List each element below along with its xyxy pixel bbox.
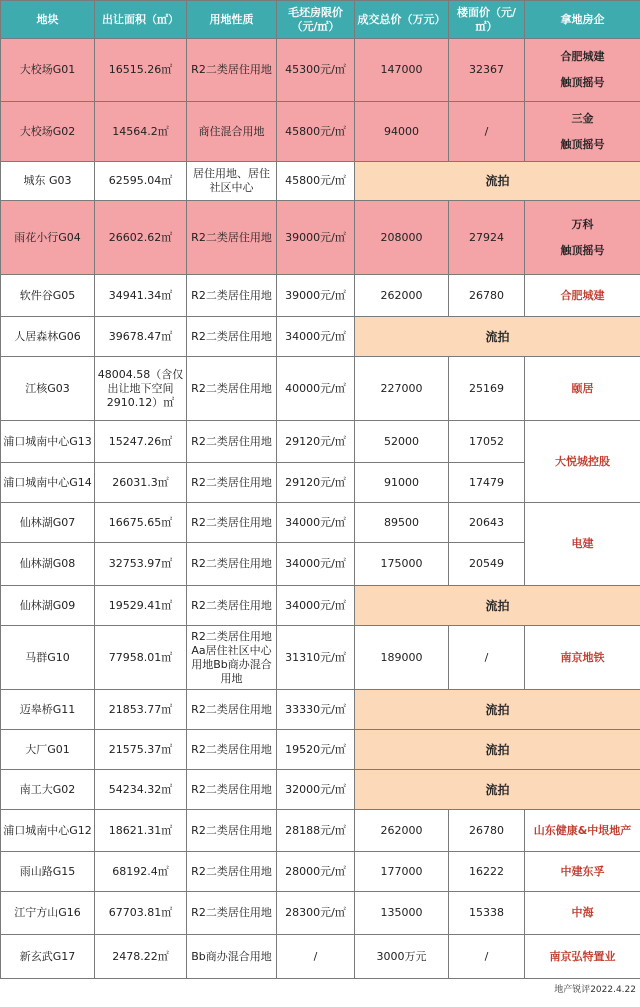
cell-floor: 20549 — [449, 543, 525, 586]
cell-plot: 软件谷G05 — [1, 275, 95, 317]
cell-area: 2478.22㎡ — [95, 935, 187, 979]
cell-area: 14564.2㎡ — [95, 102, 187, 162]
cell-plot: 大厂G01 — [1, 730, 95, 770]
cell-use: R2二类居住用地 — [187, 201, 277, 275]
cell-limit: 28188元/㎡ — [277, 810, 355, 852]
cell-floor: 17479 — [449, 463, 525, 503]
cell-failed-auction: 流拍 — [355, 162, 640, 201]
developer-name: 万科 — [571, 217, 594, 231]
cell-plot: 仙林湖G08 — [1, 543, 95, 586]
cell-limit: 19520元/㎡ — [277, 730, 355, 770]
cell-area: 39678.47㎡ — [95, 317, 187, 357]
cell-total: 208000 — [355, 201, 449, 275]
cell-area: 48004.58（含仅出让地下空间2910.12）㎡ — [95, 357, 187, 421]
cell-floor: 25169 — [449, 357, 525, 421]
table-row — [1, 935, 640, 979]
cell-total: 189000 — [355, 626, 449, 690]
cell-use: R2二类居住用地 — [187, 421, 277, 463]
cell-area: 21575.37㎡ — [95, 730, 187, 770]
cell-floor: 17052 — [449, 421, 525, 463]
cell-developer: 南京弘特置业 — [525, 935, 640, 979]
cell-use: R2二类居住用地 — [187, 586, 277, 626]
cell-floor: 20643 — [449, 503, 525, 543]
header-use: 用地性质 — [187, 1, 277, 39]
cell-developer: 大悦城控股 — [525, 421, 640, 503]
developer-name: 三金 — [571, 111, 594, 125]
cell-plot: 大校场G01 — [1, 39, 95, 102]
cell-area: 26031.3㎡ — [95, 463, 187, 503]
cell-plot: 浦口城南中心G13 — [1, 421, 95, 463]
cell-floor: 32367 — [449, 39, 525, 102]
cell-developer: 电建 — [525, 503, 640, 586]
cell-use: R2二类居住用地 — [187, 503, 277, 543]
cell-use: R2二类居住用地 — [187, 852, 277, 892]
cell-limit: 40000元/㎡ — [277, 357, 355, 421]
cell-use: R2二类居住用地 — [187, 39, 277, 102]
cell-limit: 34000元/㎡ — [277, 503, 355, 543]
cell-total: 89500 — [355, 503, 449, 543]
cell-area: 32753.97㎡ — [95, 543, 187, 586]
cell-plot: 浦口城南中心G12 — [1, 810, 95, 852]
table-row — [1, 810, 640, 852]
cell-developer: 颐居 — [525, 357, 640, 421]
cell-floor: / — [449, 102, 525, 162]
table-row — [1, 201, 640, 275]
table-row — [1, 690, 640, 730]
cell-area: 19529.41㎡ — [95, 586, 187, 626]
cell-plot: 仙林湖G07 — [1, 503, 95, 543]
cell-developer: 南京地铁 — [525, 626, 640, 690]
cell-total: 94000 — [355, 102, 449, 162]
cell-plot: 大校场G02 — [1, 102, 95, 162]
cell-plot: 江宁方山G16 — [1, 892, 95, 935]
table-row — [1, 626, 640, 690]
cell-developer: 合肥城建 — [525, 275, 640, 317]
footer-source: 地产锐评2022.4.22 — [554, 985, 636, 995]
cell-limit: 31310元/㎡ — [277, 626, 355, 690]
cell-developer: 中海 — [525, 892, 640, 935]
cell-area: 34941.34㎡ — [95, 275, 187, 317]
cell-use: R2二类居住用地 — [187, 543, 277, 586]
cell-failed-auction: 流拍 — [355, 730, 640, 770]
cell-use: R2二类居住用地 — [187, 690, 277, 730]
cell-limit: 45300元/㎡ — [277, 39, 355, 102]
cell-use: R2二类居住用地 — [187, 892, 277, 935]
cell-use: R2二类居住用地 — [187, 770, 277, 810]
cell-use: R2二类居住用地 — [187, 317, 277, 357]
cell-plot: 雨花小行G04 — [1, 201, 95, 275]
developer-note: 触顶摇号 — [560, 76, 605, 89]
cell-plot: 雨山路G15 — [1, 852, 95, 892]
cell-use: R2二类居住用地 — [187, 730, 277, 770]
cell-use: R2二类居住用地 — [187, 463, 277, 503]
cell-total: 3000万元 — [355, 935, 449, 979]
cell-limit: 34000元/㎡ — [277, 317, 355, 357]
cell-developer: 中建东孚 — [525, 852, 640, 892]
cell-failed-auction: 流拍 — [355, 317, 640, 357]
cell-total: 147000 — [355, 39, 449, 102]
cell-total: 262000 — [355, 810, 449, 852]
cell-plot: 人居森林G06 — [1, 317, 95, 357]
cell-use: Bb商办混合用地 — [187, 935, 277, 979]
cell-area: 67703.81㎡ — [95, 892, 187, 935]
cell-failed-auction: 流拍 — [355, 690, 640, 730]
table-row — [1, 770, 640, 810]
cell-area: 77958.01㎡ — [95, 626, 187, 690]
cell-use: 居住用地、居住社区中心 — [187, 162, 277, 201]
cell-area: 62595.04㎡ — [95, 162, 187, 201]
header-area: 出让面积（㎡） — [95, 1, 187, 39]
developer-note: 触顶摇号 — [560, 137, 605, 151]
header-limit: 毛坯房限价（元/㎡） — [277, 1, 355, 39]
cell-area: 16515.26㎡ — [95, 39, 187, 102]
cell-total: 175000 — [355, 543, 449, 586]
cell-developer — [525, 39, 640, 102]
cell-developer: 山东健康&中垠地产 — [525, 810, 640, 852]
cell-area: 68192.4㎡ — [95, 852, 187, 892]
cell-failed-auction: 流拍 — [355, 770, 640, 810]
cell-total: 177000 — [355, 852, 449, 892]
cell-total: 227000 — [355, 357, 449, 421]
header-developer: 拿地房企 — [525, 1, 640, 39]
developer-name: 合肥城建 — [560, 50, 605, 63]
cell-floor: 15338 — [449, 892, 525, 935]
cell-area: 21853.77㎡ — [95, 690, 187, 730]
table-row — [1, 730, 640, 770]
cell-limit: 29120元/㎡ — [277, 463, 355, 503]
cell-plot: 新玄武G17 — [1, 935, 95, 979]
cell-total: 262000 — [355, 275, 449, 317]
cell-limit: 39000元/㎡ — [277, 275, 355, 317]
table-row — [1, 852, 640, 892]
table-row — [1, 586, 640, 626]
cell-total: 135000 — [355, 892, 449, 935]
cell-limit: 39000元/㎡ — [277, 201, 355, 275]
cell-area: 54234.32㎡ — [95, 770, 187, 810]
header-floor: 楼面价（元/㎡） — [449, 1, 525, 39]
cell-limit: 45800元/㎡ — [277, 102, 355, 162]
cell-floor: / — [449, 935, 525, 979]
cell-area: 18621.31㎡ — [95, 810, 187, 852]
cell-area: 15247.26㎡ — [95, 421, 187, 463]
cell-limit: 28300元/㎡ — [277, 892, 355, 935]
cell-plot: 南工大G02 — [1, 770, 95, 810]
cell-plot: 城东 G03 — [1, 162, 95, 201]
cell-floor: 27924 — [449, 201, 525, 275]
table-row — [1, 162, 640, 201]
cell-area: 16675.65㎡ — [95, 503, 187, 543]
cell-use: R2二类居住用地 — [187, 357, 277, 421]
cell-developer — [525, 102, 640, 162]
cell-floor: 16222 — [449, 852, 525, 892]
header-total: 成交总价（万元） — [355, 1, 449, 39]
table-row — [1, 421, 640, 463]
cell-floor: 26780 — [449, 275, 525, 317]
cell-plot: 江核G03 — [1, 357, 95, 421]
cell-limit: / — [277, 935, 355, 979]
developer-note: 触顶摇号 — [560, 243, 605, 257]
cell-floor: 26780 — [449, 810, 525, 852]
cell-plot: 浦口城南中心G14 — [1, 463, 95, 503]
cell-limit: 28000元/㎡ — [277, 852, 355, 892]
cell-limit: 29120元/㎡ — [277, 421, 355, 463]
table-row — [1, 102, 640, 162]
table-row — [1, 892, 640, 935]
cell-plot: 马群G10 — [1, 626, 95, 690]
table-row — [1, 503, 640, 543]
cell-use: 商住混合用地 — [187, 102, 277, 162]
cell-plot: 仙林湖G09 — [1, 586, 95, 626]
header-row — [1, 1, 640, 39]
cell-failed-auction: 流拍 — [355, 586, 640, 626]
header-plot: 地块 — [1, 1, 95, 39]
cell-limit: 34000元/㎡ — [277, 586, 355, 626]
cell-area: 26602.62㎡ — [95, 201, 187, 275]
cell-use: R2二类居住用地Aa居住社区中心用地Bb商办混合用地 — [187, 626, 277, 690]
cell-limit: 33330元/㎡ — [277, 690, 355, 730]
cell-limit: 45800元/㎡ — [277, 162, 355, 201]
cell-use: R2二类居住用地 — [187, 810, 277, 852]
cell-limit: 32000元/㎡ — [277, 770, 355, 810]
cell-total: 91000 — [355, 463, 449, 503]
cell-use: R2二类居住用地 — [187, 275, 277, 317]
cell-developer — [525, 201, 640, 275]
cell-plot: 迈皋桥G11 — [1, 690, 95, 730]
cell-limit: 34000元/㎡ — [277, 543, 355, 586]
table-row — [1, 275, 640, 317]
cell-total: 52000 — [355, 421, 449, 463]
table-row — [1, 317, 640, 357]
table-row — [1, 357, 640, 421]
cell-floor: / — [449, 626, 525, 690]
table-row — [1, 39, 640, 102]
